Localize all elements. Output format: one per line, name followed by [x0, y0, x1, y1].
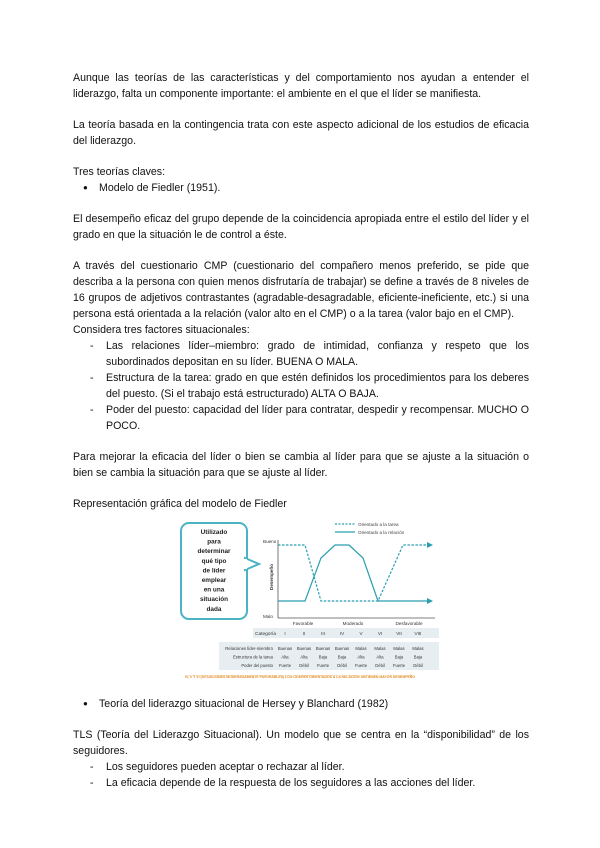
factor-table — [225, 646, 423, 668]
speech-bubble-tail — [245, 558, 259, 570]
bubble-line: situación — [199, 596, 229, 604]
fiedler-figure — [73, 518, 529, 676]
y-bottom-label: Malo — [263, 614, 273, 619]
table-cell: Alta — [376, 654, 384, 660]
category-label-item: III — [321, 631, 325, 636]
table-cell: Buenas — [334, 646, 350, 651]
list-item: - Las relaciones líder–miembro: grado de intimidad, confianza y respeto que los subordinados depositan en su líder. BUENA O MALA. — [73, 338, 529, 370]
table-cell: Buenas — [315, 646, 331, 651]
relation-oriented-line — [278, 545, 428, 601]
paragraph: Considera tres factores situacionales: — [73, 324, 250, 336]
legend-task-label: Orientado a la tarea — [358, 522, 399, 527]
zone-favorable: Favorable — [292, 621, 314, 626]
category-label: Categoría — [255, 632, 277, 637]
zone-unfavorable: Desfavorable — [395, 621, 423, 626]
bubble-line: para — [207, 538, 221, 546]
dash-list — [73, 338, 529, 434]
bubble-line: en una — [203, 586, 225, 594]
document-page — [73, 70, 529, 791]
category-label-item: I — [284, 631, 286, 636]
bubble-line: dada — [206, 605, 222, 613]
table-cell: Malas — [412, 646, 424, 651]
bubble-line: qué tipo — [201, 557, 227, 565]
table-cell: Alta — [281, 654, 289, 660]
table-cell: Baja — [337, 654, 347, 660]
table-cell: Fuerte — [278, 663, 292, 668]
table-cell: Débil — [337, 663, 347, 668]
paragraph: Aunque las teorías de las características y del comportamiento nos ayudan a entender el liderazgo, falta un componente importante: el ambiente en el que el líder se manifiesta. — [73, 72, 529, 100]
table-cell: Baja — [394, 654, 404, 660]
y-top-label: Bueno — [263, 539, 277, 544]
category-label-item: II — [302, 631, 306, 636]
table-cell: Alta — [300, 654, 308, 660]
category-label-item: VIII — [414, 631, 422, 636]
paragraph: A través del cuestionario CMP (cuestionario del compañero menos preferido, se pide que describa a la persona con quien menos disfrutaría de trabajar) se define a través de 8 niveles de 16 grupos de adjetivos contrastantes (agradable-desagradable, eficiente-ineficiente, etc.) si una persona está orientada a la relación (valor alto en el CMP) o a la tarea (valor bajo en el CMP). — [73, 260, 529, 320]
arrow-head — [427, 542, 433, 548]
dash-list — [73, 759, 529, 791]
table-cell: Buenas — [277, 646, 293, 651]
paragraph: El desempeño eficaz del grupo depende de la coincidencia apropiada entre el estilo del líder y el grado en que la situación le de control a éste. — [73, 213, 529, 241]
table-cell: Malas — [355, 646, 367, 651]
bullet-list — [73, 696, 529, 712]
list-item: ● Teoría del liderazgo situacional de Hersey y Blanchard (1982) — [73, 696, 529, 712]
paragraph: La teoría basada en la contingencia trata con este aspecto adicional de los estudios de eficacia del liderazgo. — [73, 119, 529, 147]
table-cell: Baja — [413, 654, 423, 660]
list-item: - La eficacia depende de la respuesta de los seguidores a las acciones del líder. — [73, 775, 529, 791]
table-row-label: Estructura de la tarea — [232, 654, 273, 660]
table-cell: Fuerte — [316, 663, 330, 668]
category-row-bg — [253, 628, 439, 638]
table-cell: Malas — [374, 646, 386, 651]
table-cell: Fuerte — [392, 663, 406, 668]
table-cell: Malas — [393, 646, 405, 651]
task-oriented-line — [278, 545, 428, 601]
bubble-line: de líder — [202, 567, 226, 575]
list-item: - Estructura de la tarea: grado en que estén definidos los procedimientos para los deberes del puesto. (Si el trabajo está estructurado) ALTA O BAJA. — [73, 370, 529, 402]
table-cell: Fuerte — [354, 663, 368, 668]
category-label-item: V — [359, 631, 363, 636]
y-axis-label: Desempeño — [269, 563, 274, 590]
table-cell: Baja — [318, 654, 328, 660]
bullet-list — [73, 180, 529, 196]
table-cell: Débil — [299, 663, 309, 668]
zone-moderate: Moderado — [342, 621, 364, 626]
table-cell: Débil — [375, 663, 385, 668]
arrow-head — [427, 598, 433, 604]
paragraph: TLS (Teoría del Liderazgo Situacional). Un modelo que se centra en la “disponibilidad” de los seguidores. — [73, 729, 529, 757]
table-cell: Buenas — [296, 646, 312, 651]
legend-relation-label: Orientado a la relación — [358, 530, 405, 535]
bubble-line: emplear — [201, 577, 227, 584]
bubble-line: Utilizado — [200, 529, 228, 536]
table-cell: Débil — [413, 663, 423, 668]
figure-caption: Representación gráfica del modelo de Fiedler — [73, 498, 287, 510]
note-2: IV, V Y VI (SITUACIONES MODERADAMENTE FAVORABLES) LOS LÍDERES ORIENTADOS A LA RELACIÓN OBTIENEN MAYOR DESEMPEÑO — [185, 675, 425, 679]
paragraph: Tres teorías claves: — [73, 166, 166, 178]
paragraph: Para mejorar la eficacia del líder o bien se cambia al líder para que se ajuste a la situación o bien se cambia la situación para que se ajuste al líder. — [73, 451, 529, 479]
table-row-label: Relaciones líder-miembro — [225, 646, 273, 651]
category-label-item: VI — [377, 631, 383, 636]
list-item: - Los seguidores pueden aceptar o rechazar al líder. — [73, 759, 529, 775]
bubble-line: determinar — [197, 548, 231, 556]
table-row-label: Poder del puesto — [241, 663, 273, 668]
category-label-item: VII — [396, 631, 402, 636]
category-label-item: IV — [339, 631, 345, 636]
table-cell: Alta — [357, 654, 365, 660]
list-item: ● Modelo de Fiedler (1951). — [73, 180, 529, 196]
note-1 — [185, 674, 415, 676]
fiedler-diagram — [73, 518, 529, 676]
list-item: - Poder del puesto: capacidad del líder para contratar, despedir y recompensar. MUCHO O POCO. — [73, 402, 529, 434]
